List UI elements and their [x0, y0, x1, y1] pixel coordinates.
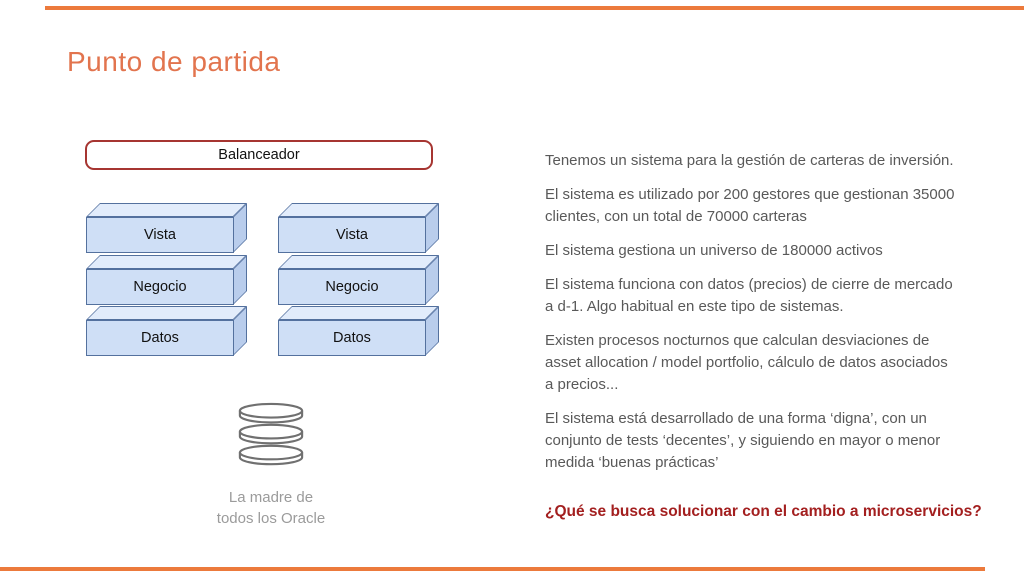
box-front-face: [278, 269, 426, 305]
layer-box-negocio: [86, 255, 248, 305]
description-panel: [545, 150, 1000, 535]
paragraph: [545, 240, 1000, 262]
layer-label: Vista: [336, 227, 368, 243]
box-front-face: [86, 217, 234, 253]
layer-label: Vista: [144, 227, 176, 243]
page-title: Punto de partida: [67, 46, 281, 77]
paragraph-line: a d-1. Algo habitual en este tipo de sistemas.: [545, 298, 844, 315]
layer-label: Negocio: [325, 278, 379, 295]
paragraph-line: medida ‘buenas prácticas’: [545, 454, 719, 471]
database-caption-line: todos los Oracle: [216, 510, 326, 527]
database-caption: [186, 487, 356, 529]
paragraph-line: El sistema gestiona un universo de 180000 activos: [545, 242, 883, 259]
box-top-face: [86, 306, 247, 320]
paragraph-line: Existen procesos nocturnos que calculan desviaciones de: [545, 332, 930, 349]
bottom-accent-line: [0, 567, 985, 571]
box-top-face: [278, 203, 439, 217]
box-top-face: [278, 255, 439, 269]
paragraph-line: a precios...: [545, 376, 619, 393]
paragraph-line: clientes, con un total de 70000 carteras: [545, 208, 807, 225]
paragraph-line: conjunto de tests ‘decentes’, y siguiendo en mayor o menor: [545, 432, 941, 449]
box-front-face: [86, 320, 234, 356]
paragraph-line: El sistema funciona con datos (precios) de cierre de mercado: [545, 276, 953, 293]
balancer-label: Balanceador: [218, 147, 300, 163]
question-text: ¿Qué se busca solucionar con el cambio a microservicios?: [545, 503, 982, 520]
paragraph-line: asset allocation / model portfolio, cálculo de datos asociados: [545, 354, 948, 371]
server-stack-1: [86, 203, 248, 358]
database-icon: [236, 402, 306, 472]
top-accent-line: [45, 6, 1024, 10]
layer-box-negocio: [278, 255, 440, 305]
paragraph: [545, 150, 1000, 172]
layer-label: Negocio: [133, 278, 187, 295]
box-top-face: [86, 203, 247, 217]
paragraph-line: El sistema está desarrollado de una forma ‘digna’, con un: [545, 410, 927, 427]
layer-box-vista: [278, 203, 440, 253]
server-stack-2: [278, 203, 440, 358]
database-caption-line: La madre de: [228, 489, 314, 506]
balancer-box: [85, 140, 433, 170]
box-top-face: [86, 255, 247, 269]
box-front-face: [86, 269, 234, 305]
layer-box-vista: [86, 203, 248, 253]
layer-box-datos: [86, 306, 248, 356]
paragraph-line: Tenemos un sistema para la gestión de carteras de inversión.: [545, 152, 954, 169]
box-front-face: [278, 320, 426, 356]
box-top-face: [278, 306, 439, 320]
layer-label: Datos: [333, 330, 371, 346]
layer-label: Datos: [141, 330, 179, 346]
box-front-face: [278, 217, 426, 253]
paragraph-line: El sistema es utilizado por 200 gestores que gestionan 35000: [545, 186, 955, 203]
layer-box-datos: [278, 306, 440, 356]
